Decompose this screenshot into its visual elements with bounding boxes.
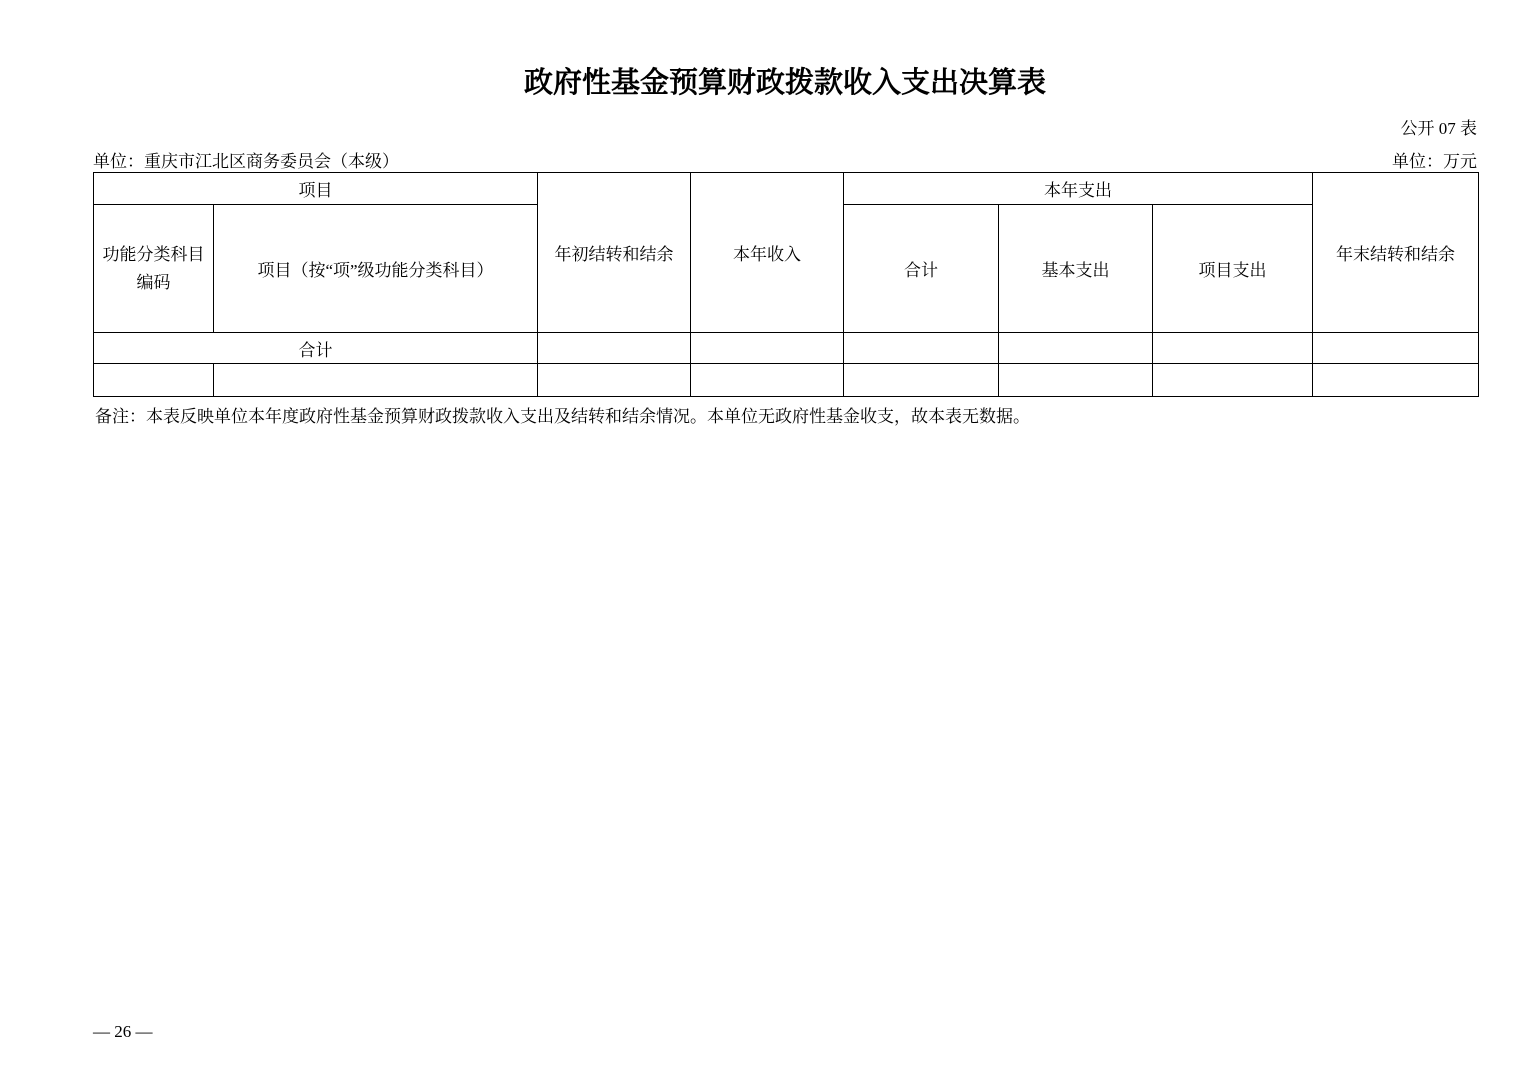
unit-name: 单位：重庆市江北区商务委员会（本级）: [93, 152, 399, 171]
table-cell: [691, 364, 844, 397]
page-number: — 26 —: [93, 1022, 153, 1041]
header-project-group: 项目: [94, 173, 538, 205]
table-cell: [94, 364, 214, 397]
total-row: [94, 333, 1479, 364]
table-cell: [844, 333, 999, 364]
header-expense-group: 本年支出: [844, 173, 1313, 205]
header-func-code: 功能分类科目编码: [94, 205, 214, 333]
page-title: 政府性基金预算财政拨款收入支出决算表: [523, 67, 1046, 99]
currency-unit: 单位：万元: [1392, 152, 1477, 171]
table-cell: [844, 364, 999, 397]
header-basic-expense: 基本支出: [999, 205, 1153, 333]
header-project-expense: 项目支出: [1153, 205, 1313, 333]
header-closing-balance: 年末结转和结余: [1313, 173, 1479, 333]
table-cell: [538, 333, 691, 364]
empty-data-row: [94, 364, 1479, 397]
table-cell: [1313, 333, 1479, 364]
table-cell: [214, 364, 538, 397]
header-project-item: 项目（按“项”级功能分类科目）: [214, 205, 538, 333]
budget-table: [93, 172, 1479, 397]
table-cell: [1313, 364, 1479, 397]
table-cell: [1153, 364, 1313, 397]
table-cell: [1153, 333, 1313, 364]
header-opening-balance: 年初结转和结余: [538, 173, 691, 333]
table-cell: [999, 333, 1153, 364]
total-row-label: 合计: [94, 333, 538, 364]
table-cell: [538, 364, 691, 397]
header-current-income: 本年收入: [691, 173, 844, 333]
header-row-1: [94, 173, 1479, 205]
table-number: 公开 07 表: [1400, 119, 1477, 138]
meta-row: [93, 147, 1477, 172]
table-cell: [999, 364, 1153, 397]
footnote: 备注：本表反映单位本年度政府性基金预算财政拨款收入支出及结转和结余情况。本单位无政府性基金收支，故本表无数据。: [95, 407, 1030, 426]
header-expense-total: 合计: [844, 205, 999, 333]
table-cell: [691, 333, 844, 364]
